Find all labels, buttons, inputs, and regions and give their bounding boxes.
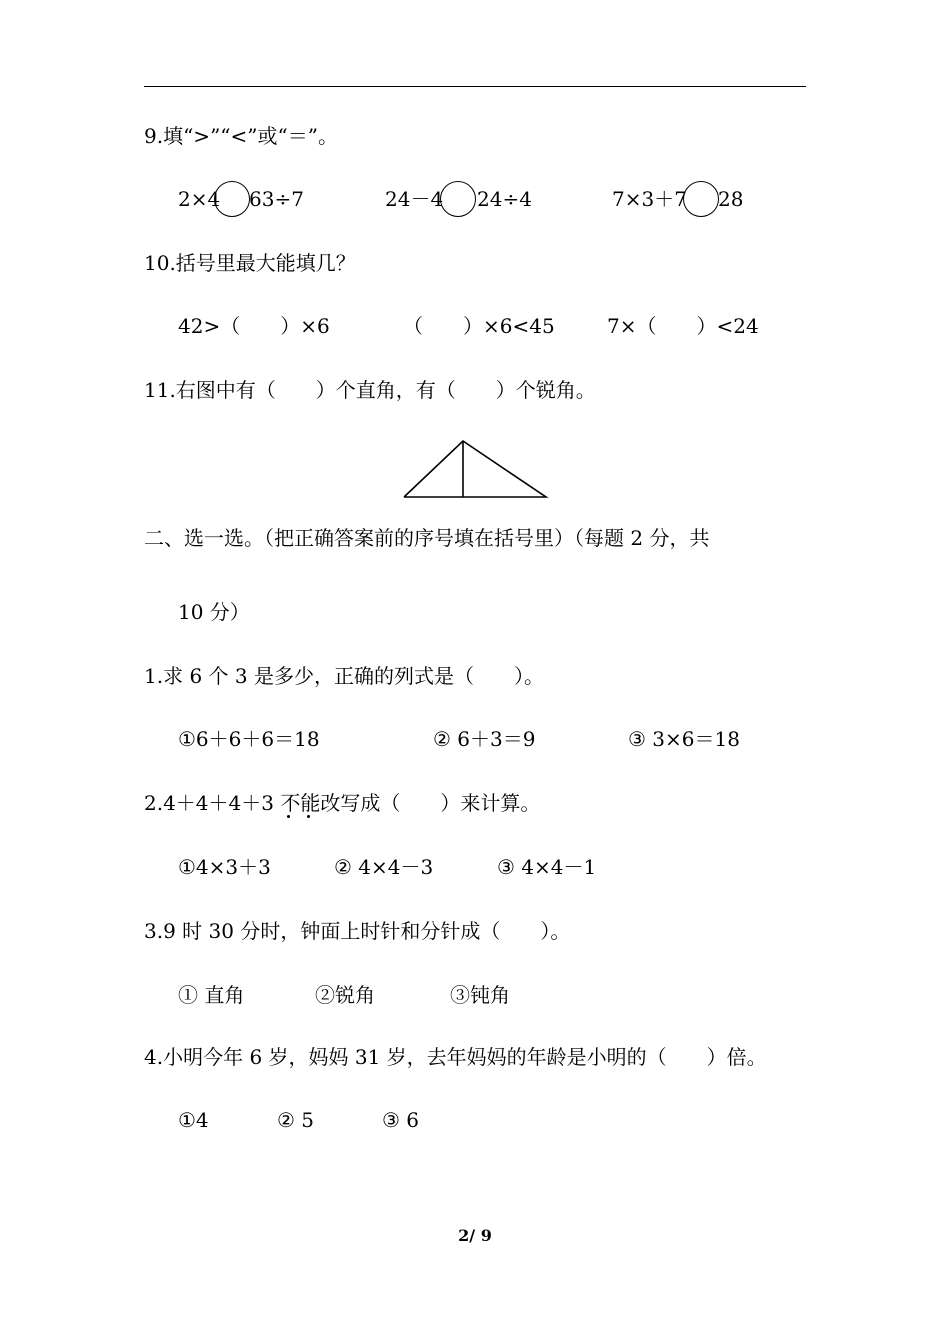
emphasis-dot — [307, 815, 310, 818]
page-number: 2/ 9 — [458, 1226, 492, 1245]
q9-item-3-right: 28 — [718, 187, 744, 211]
question-1-option-1[interactable]: ①6＋6＋6＝18 — [178, 727, 320, 751]
q11-prompt: 11.右图中有（ ）个直角，有（ ）个锐角。 — [144, 378, 596, 402]
question-1-option-3[interactable]: ③ 3×6＝18 — [628, 727, 740, 751]
question-2-option-3[interactable]: ③ 4×4－1 — [497, 855, 597, 879]
triangle-figure — [400, 438, 550, 502]
question-3-option-2[interactable]: ②锐角 — [315, 983, 375, 1007]
q10-prompt: 10.括号里最大能填几？ — [144, 251, 356, 275]
q9-item-3-left: 7×3＋7 — [612, 187, 687, 211]
emphasis-dot — [287, 815, 290, 818]
q9-item-1-right: 63÷7 — [249, 187, 304, 211]
triangle-outline — [404, 441, 546, 497]
compare-circle-blank[interactable] — [440, 181, 476, 217]
q10-item-3: 7×（ ）<24 — [607, 314, 759, 338]
header-rule — [144, 86, 806, 87]
compare-circle-blank[interactable] — [683, 181, 719, 217]
question-3-option-1[interactable]: ① 直角 — [178, 983, 245, 1007]
question-4-option-1[interactable]: ①4 — [178, 1108, 209, 1132]
question-2-prompt-end: 改写成（ ）来计算。 — [320, 791, 541, 815]
question-4-prompt: 4.小明今年 6 岁，妈妈 31 岁，去年妈妈的年龄是小明的（ ）倍。 — [144, 1045, 767, 1069]
q10-item-2: （ ）×6<45 — [403, 314, 555, 338]
question-4-option-2[interactable]: ② 5 — [277, 1108, 315, 1132]
question-2-option-2[interactable]: ② 4×4－3 — [334, 855, 434, 879]
q9-prompt: 9.填“>”“<”或“＝”。 — [144, 124, 338, 148]
question-2-prompt-start: 2.4＋4＋4＋3 — [144, 791, 281, 815]
q9-item-1-left: 2×4 — [178, 187, 221, 211]
question-4-option-3[interactable]: ③ 6 — [382, 1108, 420, 1132]
question-3-prompt: 3.9 时 30 分时，钟面上时针和分针成（ ）。 — [144, 919, 571, 943]
question-3-option-3[interactable]: ③钝角 — [450, 983, 510, 1007]
section2-title: 二、选一选。（把正确答案前的序号填在括号里）（每题 2 分，共 — [144, 526, 710, 550]
q9-item-2-left: 24－4 — [385, 187, 444, 211]
question-2-option-1[interactable]: ①4×3＋3 — [178, 855, 271, 879]
compare-circle-blank[interactable] — [214, 181, 250, 217]
emphasis-text: 不能 — [280, 791, 321, 815]
q9-item-2-right: 24÷4 — [477, 187, 532, 211]
question-2-prompt — [144, 789, 540, 817]
question-1-option-2[interactable]: ② 6＋3＝9 — [433, 727, 536, 751]
question-1-prompt: 1.求 6 个 3 是多少，正确的列式是（ ）。 — [144, 664, 544, 688]
q10-item-1: 42>（ ）×6 — [178, 314, 330, 338]
section2-title-cont: 10 分） — [178, 600, 250, 624]
